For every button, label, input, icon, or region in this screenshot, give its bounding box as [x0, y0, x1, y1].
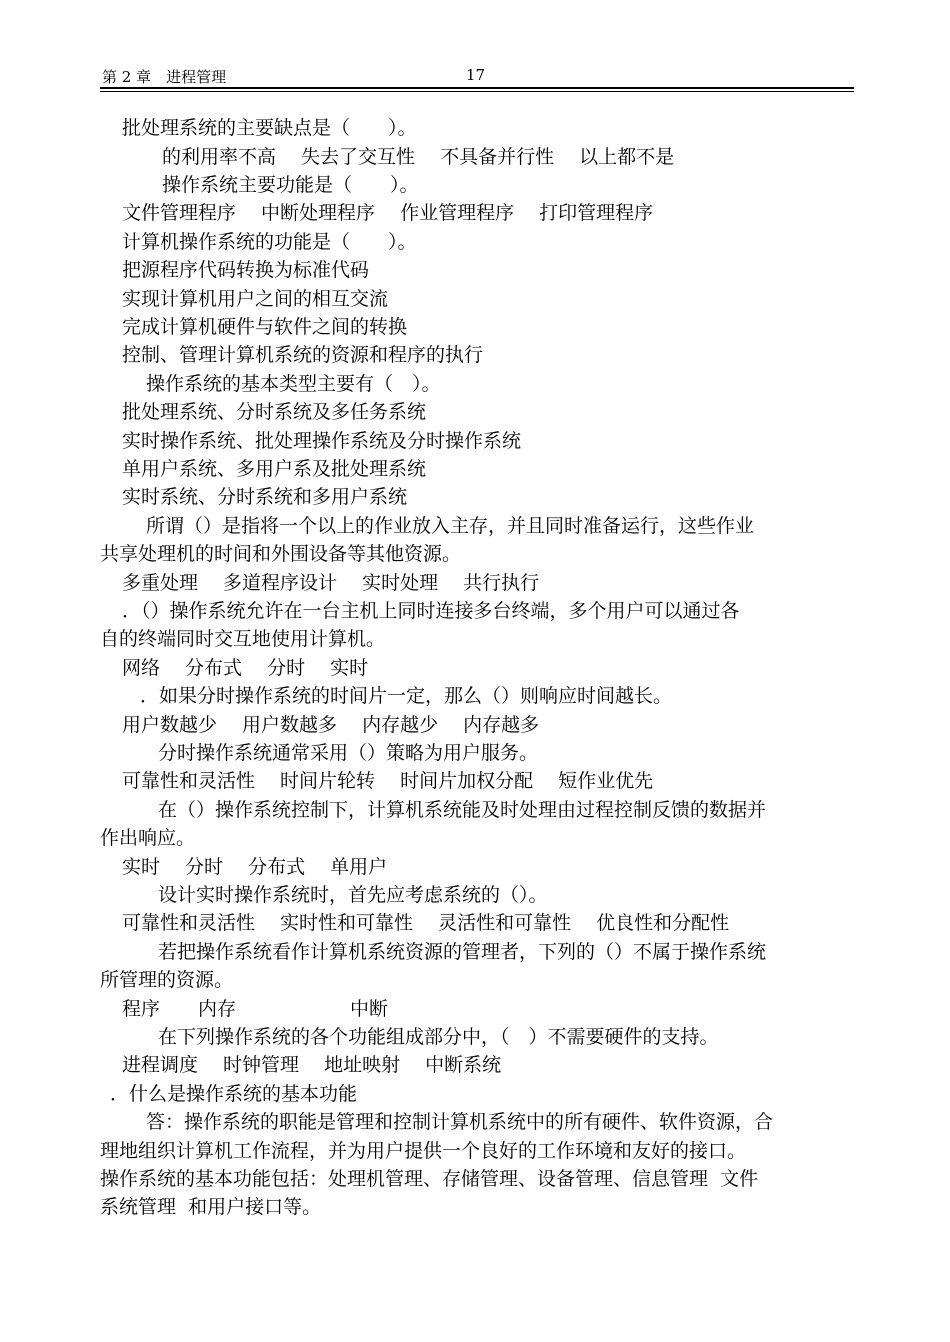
question-line: 计算机操作系统的功能是（ ）。 — [122, 231, 417, 253]
option-line: 批处理系统、分时系统及多任务系统 — [122, 401, 427, 423]
question-line: 若把操作系统看作计算机系统资源的管理者，下列的（）不属于操作系统 — [158, 941, 767, 963]
question-line-continued: 共享处理机的时间和外围设备等其他资源。 — [100, 543, 462, 565]
answer-line: 操作系统的基本功能包括：处理机管理、存储管理、设备管理、信息管理 文件 — [100, 1168, 759, 1190]
question-line: 批处理系统的主要缺点是（ ）。 — [122, 117, 417, 139]
answer-line: 系统管理 和用户接口等。 — [100, 1196, 322, 1218]
question-line: 操作系统主要功能是（ ）。 — [162, 174, 419, 196]
header-rule-thick — [100, 87, 854, 89]
question-line: ．什么是操作系统的基本功能 — [110, 1083, 358, 1105]
option-line: 多重处理 多道程序设计 实时处理 共行执行 — [122, 572, 540, 594]
option-line: 单用户系统、多用户系及批处理系统 — [122, 458, 427, 480]
page-number: 17 — [466, 66, 486, 84]
option-line: 实时 分时 分布式 单用户 — [122, 856, 388, 878]
option-line: 网络 分布式 分时 实时 — [122, 657, 369, 679]
option-line: 的利用率不高 失去了交互性 不具备并行性 以上都不是 — [162, 146, 675, 168]
question-line-continued: 自的终端同时交互地使用计算机。 — [100, 628, 386, 650]
option-line: 实时操作系统、批处理操作系统及分时操作系统 — [122, 430, 522, 452]
question-line: 设计实时操作系统时，首先应考虑系统的（）。 — [158, 884, 548, 906]
option-line: 文件管理程序 中断处理程序 作业管理程序 打印管理程序 — [122, 202, 654, 224]
option-line: 程序 内存 中断 — [122, 998, 389, 1020]
question-line-continued: 作出响应。 — [100, 827, 196, 849]
header-rule-thin — [100, 91, 854, 92]
option-line: 控制、管理计算机系统的资源和程序的执行 — [122, 344, 484, 366]
answer-line: 答：操作系统的职能是管理和控制计算机系统中的所有硬件、软件资源，合 — [146, 1111, 774, 1133]
option-line: 实现计算机用户之间的相互交流 — [122, 288, 389, 310]
question-line: 在（）操作系统控制下，计算机系统能及时处理由过程控制反馈的数据并 — [158, 799, 767, 821]
question-line: ．（）操作系统允许在一台主机上同时连接多台终端，多个用户可以通过各 — [122, 600, 740, 622]
option-line: 用户数越少 用户数越多 内存越少 内存越多 — [122, 714, 540, 736]
page-header — [100, 66, 852, 86]
question-line: 操作系统的基本类型主要有（ ）。 — [146, 373, 441, 395]
option-line: 完成计算机硬件与软件之间的转换 — [122, 316, 408, 338]
option-line: 实时系统、分时系统和多用户系统 — [122, 486, 408, 508]
chapter-title: 第 2 章 进程管理 — [102, 68, 227, 86]
question-line: 在下列操作系统的各个功能组成部分中，（ ）不需要硬件的支持。 — [158, 1026, 719, 1048]
question-line: 所谓（）是指将一个以上的作业放入主存，并且同时准备运行，这些作业 — [146, 515, 755, 537]
question-line-continued: 所管理的资源。 — [100, 969, 234, 991]
answer-line: 理地组织计算机工作流程，并为用户提供一个良好的工作环境和友好的接口。 — [100, 1140, 747, 1162]
option-line: 可靠性和灵活性 时间片轮转 时间片加权分配 短作业优先 — [122, 770, 654, 792]
option-line: 进程调度 时钟管理 地址映射 中断系统 — [122, 1054, 502, 1076]
option-line: 把源程序代码转换为标准代码 — [122, 259, 370, 281]
option-line: 可靠性和灵活性 实时性和可靠性 灵活性和可靠性 优良性和分配性 — [122, 912, 730, 934]
question-line: ．如果分时操作系统的时间片一定，那么（）则响应时间越长。 — [140, 685, 673, 707]
question-line: 分时操作系统通常采用（）策略为用户服务。 — [158, 742, 539, 764]
